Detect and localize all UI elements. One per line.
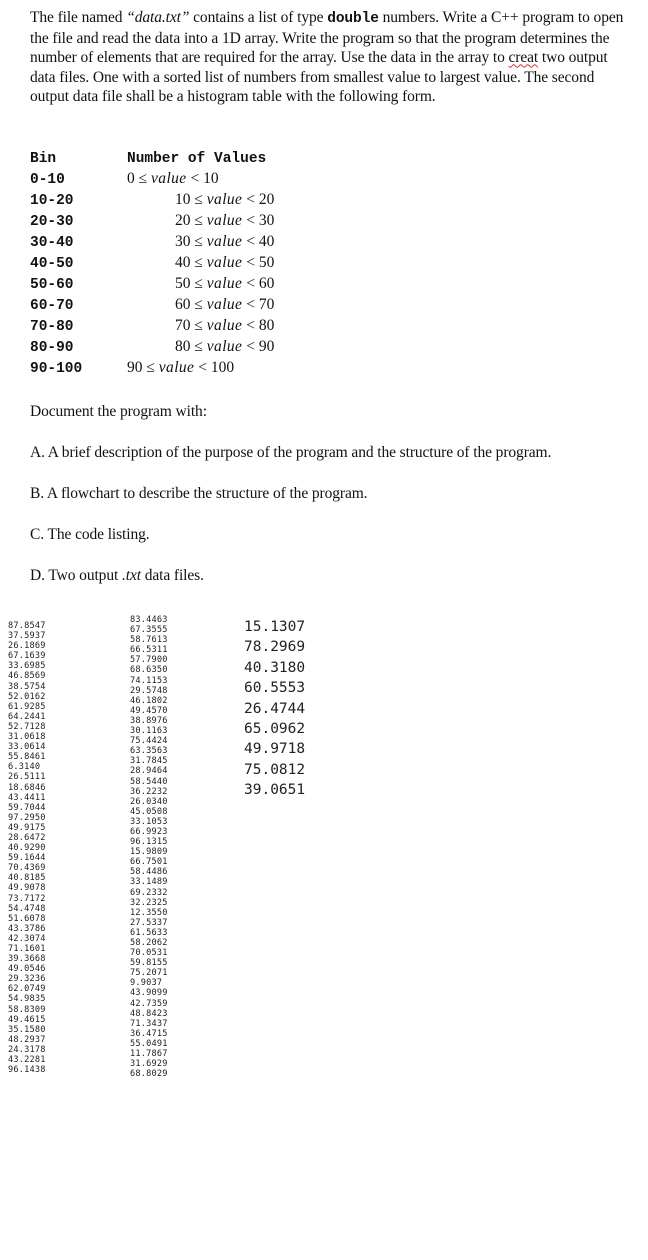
data-value: 37.5937 [8, 631, 46, 642]
data-value: 40.8185 [8, 873, 46, 884]
data-value: 38.5754 [8, 681, 46, 692]
data-value: 35.1580 [8, 1024, 46, 1035]
data-value: 66.9923 [130, 826, 168, 837]
data-value: 73.7172 [8, 893, 46, 904]
data-value: 54.9835 [8, 994, 46, 1005]
data-column-2 [130, 615, 168, 1079]
data-value: 48.2937 [8, 1034, 46, 1045]
range-expression: 30 ≤ value < 40 [175, 233, 275, 250]
bin-label: 20-30 [30, 214, 74, 230]
histogram-header-bin: Bin [30, 151, 57, 167]
data-value: 43.9099 [130, 988, 168, 999]
misspelled-word: creat [508, 49, 539, 67]
data-value: 52.7128 [8, 721, 46, 732]
data-filename: “data.txt” [126, 9, 190, 26]
data-value: 74.1153 [130, 675, 168, 686]
data-value: 30.1163 [130, 726, 168, 737]
data-value: 66.7501 [130, 857, 168, 868]
data-value: 75.4424 [130, 736, 168, 747]
data-value: 75.0812 [244, 761, 306, 778]
data-value: 61.9285 [8, 701, 46, 712]
data-value: 58.2062 [130, 938, 168, 948]
document-item-a: A. A brief description of the purpose of the program and the structure of the program. [30, 444, 552, 461]
range-expression: 40 ≤ value < 50 [175, 254, 275, 271]
data-value: 40.9290 [8, 843, 46, 854]
data-value: 97.2950 [8, 812, 46, 823]
bin-label: 50-60 [30, 277, 74, 293]
data-value: 55.8461 [8, 752, 46, 763]
data-value: 29.5748 [130, 685, 168, 696]
data-value: 9.9037 [130, 978, 163, 989]
problem-text-4: two output data files. One with a sorted list of numbers from smallest value to largest value. The second output data file shall be a histogram table with the following form. [30, 49, 608, 105]
data-column-3 [244, 617, 305, 801]
data-value: 26.1869 [8, 641, 46, 652]
data-value: 75.2071 [130, 968, 168, 979]
data-value: 26.0340 [130, 796, 168, 807]
data-value: 6.3140 [8, 762, 41, 773]
bin-label: 70-80 [30, 319, 74, 335]
data-value: 43.2281 [8, 1055, 46, 1066]
document-intro: Document the program with: [30, 403, 207, 420]
data-value: 49.9718 [244, 741, 306, 758]
data-value: 28.9464 [130, 766, 168, 777]
data-value: 42.3074 [8, 933, 46, 944]
type-keyword: double [327, 11, 379, 27]
range-expression: 60 ≤ value < 70 [175, 296, 275, 313]
data-value: 57.7900 [130, 655, 168, 666]
data-value: 31.6929 [130, 1059, 168, 1070]
document-item-d: D. Two output .txt data files. [30, 567, 204, 584]
data-value: 31.7845 [130, 756, 168, 767]
data-value: 40.3180 [244, 659, 306, 676]
range-expression: 20 ≤ value < 30 [175, 212, 275, 229]
data-value: 36.2232 [130, 786, 168, 797]
data-value: 68.6350 [130, 665, 168, 676]
data-value: 66.5311 [130, 645, 168, 656]
data-value: 64.2441 [8, 711, 46, 722]
data-value: 26.5111 [8, 772, 46, 783]
data-value: 33.6985 [8, 661, 46, 672]
data-value: 58.5440 [130, 776, 168, 787]
data-value: 67.3555 [130, 625, 168, 636]
data-value: 39.3668 [8, 954, 46, 965]
data-value: 27.5337 [130, 917, 168, 928]
data-value: 68.8029 [130, 1069, 168, 1080]
data-value: 59.8155 [130, 958, 168, 969]
data-value: 52.0162 [8, 691, 46, 702]
data-value: 83.4463 [130, 615, 168, 625]
data-value: 70.0531 [130, 948, 168, 959]
data-value: 59.7044 [8, 802, 46, 813]
data-value: 65.0962 [244, 720, 306, 737]
data-value: 49.4570 [130, 705, 168, 716]
bin-label: 80-90 [30, 340, 74, 356]
data-value: 15.9809 [130, 847, 168, 858]
data-value: 71.1601 [8, 944, 46, 954]
data-value: 45.0508 [130, 806, 168, 817]
data-value: 49.4615 [8, 1014, 46, 1025]
data-value: 48.8423 [130, 1008, 168, 1019]
data-value: 12.3550 [130, 907, 168, 918]
range-expression: 10 ≤ value < 20 [175, 191, 275, 208]
data-value: 58.4486 [130, 867, 168, 878]
data-value: 55.0491 [130, 1038, 168, 1049]
bin-label: 40-50 [30, 256, 74, 272]
data-value: 51.6078 [8, 913, 46, 924]
data-value: 46.8569 [8, 671, 46, 682]
bin-label: 60-70 [30, 298, 74, 314]
range-expression: 80 ≤ value < 90 [175, 338, 275, 355]
data-value: 58.7613 [130, 635, 168, 646]
document-item-b: B. A flowchart to describe the structure of the program. [30, 485, 368, 502]
data-value: 33.0614 [8, 742, 46, 753]
data-value: 96.1315 [130, 837, 168, 848]
data-value: 43.4411 [8, 792, 46, 803]
data-value: 36.4715 [130, 1028, 168, 1039]
data-value: 78.2969 [244, 639, 306, 656]
bin-label: 10-20 [30, 193, 74, 209]
data-value: 49.9078 [8, 883, 46, 894]
data-value: 38.8976 [130, 715, 168, 726]
problem-text-3: numbers. Write a C++ program to open the file and read the data into a 1D array. Write the program so that the program determines the number of elements that are required for the array. Use the data in the array to [30, 9, 624, 67]
data-value: 32.2325 [130, 897, 168, 908]
data-value: 61.5633 [130, 927, 168, 938]
data-value: 15.1307 [244, 619, 306, 635]
data-value: 69.2332 [130, 887, 168, 898]
data-value: 58.8309 [8, 1004, 46, 1015]
data-value: 60.5553 [244, 680, 306, 697]
bin-label: 30-40 [30, 235, 74, 251]
histogram-header-values: Number of Values [127, 151, 267, 167]
data-value: 63.3563 [130, 746, 168, 757]
problem-text-2: contains a list of type [189, 9, 328, 26]
data-value: 62.0749 [8, 984, 46, 995]
problem-text-1: The file named [30, 9, 127, 26]
problem-statement [30, 8, 630, 106]
data-value: 26.4744 [244, 700, 306, 717]
data-value: 49.0546 [8, 964, 46, 975]
data-value: 70.4369 [8, 863, 46, 874]
document-item-c: C. The code listing. [30, 526, 150, 543]
data-value: 39.0651 [244, 782, 306, 799]
bin-label: 0-10 [30, 172, 65, 188]
bin-label: 90-100 [30, 361, 83, 377]
data-value: 54.4748 [8, 903, 46, 914]
range-expression: 90 ≤ value < 100 [127, 359, 235, 376]
data-value: 42.7359 [130, 998, 168, 1009]
data-value: 46.1802 [130, 695, 168, 706]
data-value: 96.1438 [8, 1065, 46, 1076]
data-value: 24.3178 [8, 1044, 46, 1055]
data-value: 29.3236 [8, 974, 46, 985]
data-value: 49.9175 [8, 822, 46, 833]
range-expression: 0 ≤ value < 10 [127, 170, 219, 187]
data-value: 43.3786 [8, 923, 46, 934]
data-value: 33.1053 [130, 816, 168, 827]
range-expression: 50 ≤ value < 60 [175, 275, 275, 292]
range-expression: 70 ≤ value < 80 [175, 317, 275, 334]
data-value: 33.1489 [130, 877, 168, 888]
data-value: 67.1639 [8, 651, 46, 662]
data-value: 71.3437 [130, 1018, 168, 1029]
data-value: 28.6472 [8, 832, 46, 843]
data-value: 87.8547 [8, 621, 46, 631]
data-value: 31.0618 [8, 732, 46, 743]
data-value: 18.6846 [8, 782, 46, 793]
data-value: 59.1644 [8, 853, 46, 864]
data-column-1 [8, 621, 46, 1075]
data-value: 11.7867 [130, 1049, 168, 1060]
